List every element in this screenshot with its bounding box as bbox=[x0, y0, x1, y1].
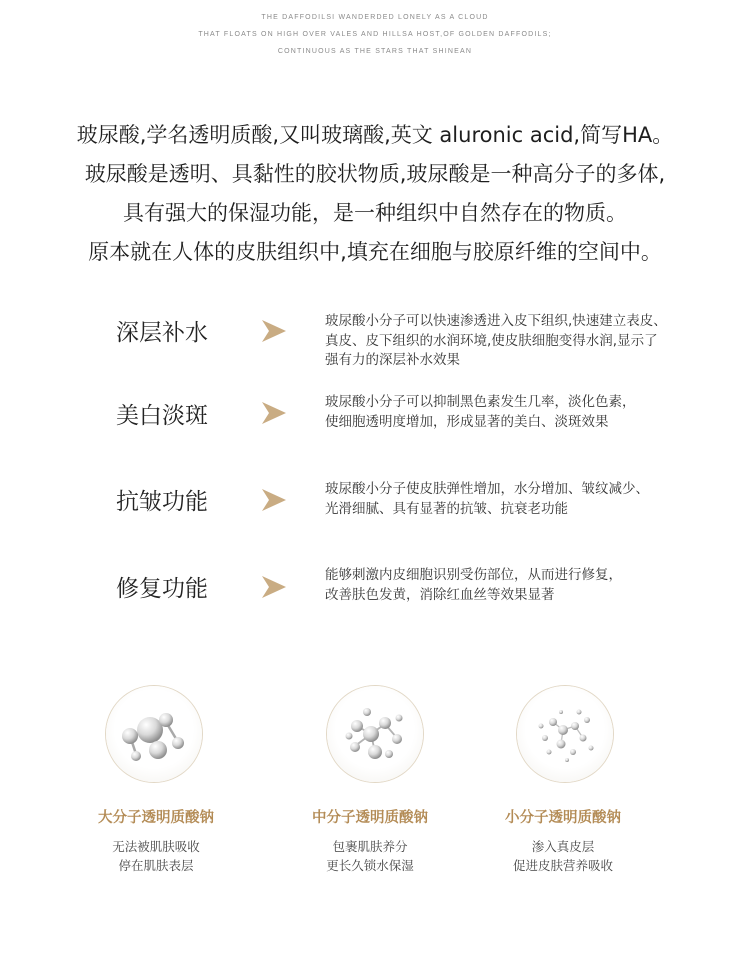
product-sub-large-1: 无法被肌肤吸收 bbox=[112, 839, 200, 854]
feature-desc-whitening bbox=[325, 393, 636, 432]
feature-desc-repair bbox=[325, 566, 622, 605]
intro-line-3: 具有强大的保湿功能，是一种组织中自然存在的物质。 bbox=[123, 201, 627, 225]
intro-line-4: 原本就在人体的皮肤组织中,填充在细胞与胶原纤维的空间中。 bbox=[88, 240, 662, 264]
product-title-small: 小分子透明质酸钠 bbox=[505, 810, 621, 826]
feature-desc-line: 真皮、皮下组织的水润环境,使皮肤细胞变得水润,显示了 bbox=[325, 332, 658, 349]
medium-molecule-icon bbox=[327, 686, 423, 782]
arrow-right-icon bbox=[260, 487, 288, 513]
product-sub-medium-2: 更长久锁水保湿 bbox=[326, 858, 414, 873]
feature-desc-line: 玻尿酸小分子可以快速渗透进入皮下组织,快速建立表皮、 bbox=[325, 313, 667, 329]
arrow-right-icon bbox=[260, 318, 288, 344]
feature-title-whitening: 美白淡斑 bbox=[116, 403, 208, 429]
product-sub-medium-1: 包裹肌肤养分 bbox=[332, 839, 408, 854]
product-title-medium: 中分子透明质酸钠 bbox=[312, 810, 428, 826]
product-sub-large-2: 停在肌肤表层 bbox=[118, 858, 194, 873]
arrow-right-icon bbox=[260, 574, 288, 600]
poem-line-1: THE DAFFODILSI WANDERDED LONELY AS A CLOUD bbox=[261, 14, 489, 21]
feature-desc-line: 强有力的深层补水效果 bbox=[325, 352, 460, 368]
feature-title-repair: 修复功能 bbox=[116, 576, 208, 602]
feature-desc-line: 使细胞透明度增加，形成显著的美白、淡斑效果 bbox=[325, 413, 609, 430]
poem-line-3: CONTINUOUS AS THE STARS THAT SHINEAN bbox=[277, 48, 473, 55]
product-sub-small-2: 促进皮肤营养吸收 bbox=[512, 858, 613, 873]
feature-title-hydration: 深层补水 bbox=[116, 320, 208, 346]
feature-desc-line: 光滑细腻、具有显著的抗皱、抗衰老功能 bbox=[325, 500, 568, 517]
feature-desc-line: 改善肤色发黄，消除红血丝等效果显著 bbox=[325, 586, 555, 603]
product-title-large: 大分子透明质酸钠 bbox=[98, 810, 214, 826]
feature-title-anti-wrinkle: 抗皱功能 bbox=[116, 489, 208, 515]
large-molecule-icon bbox=[106, 686, 202, 782]
intro-line-1: 玻尿酸,学名透明质酸,又叫玻璃酸,英文 aluronic acid,简写HA。 bbox=[76, 123, 674, 147]
feature-desc-line: 玻尿酸小分子可以抑制黑色素发生几率，淡化色素， bbox=[325, 394, 636, 410]
small-molecule-icon bbox=[517, 686, 613, 782]
arrow-right-icon bbox=[260, 400, 288, 426]
feature-desc-line: 能够刺激内皮细胞识别受伤部位，从而进行修复， bbox=[325, 567, 622, 583]
poem-line-2: THAT FLOATS ON HIGH OVER VALES AND HILLSA HOST,OF GOLDEN DAFFODILS; bbox=[198, 31, 552, 38]
intro-line-2: 玻尿酸是透明、具黏性的胶状物质,玻尿酸是一种高分子的多体, bbox=[84, 162, 666, 186]
feature-desc-hydration bbox=[325, 312, 667, 371]
product-sub-small-1: 渗入真皮层 bbox=[531, 839, 595, 854]
feature-desc-line: 玻尿酸小分子使皮肤弹性增加，水分增加、皱纹减少、 bbox=[325, 481, 649, 497]
feature-desc-anti-wrinkle bbox=[325, 480, 649, 519]
